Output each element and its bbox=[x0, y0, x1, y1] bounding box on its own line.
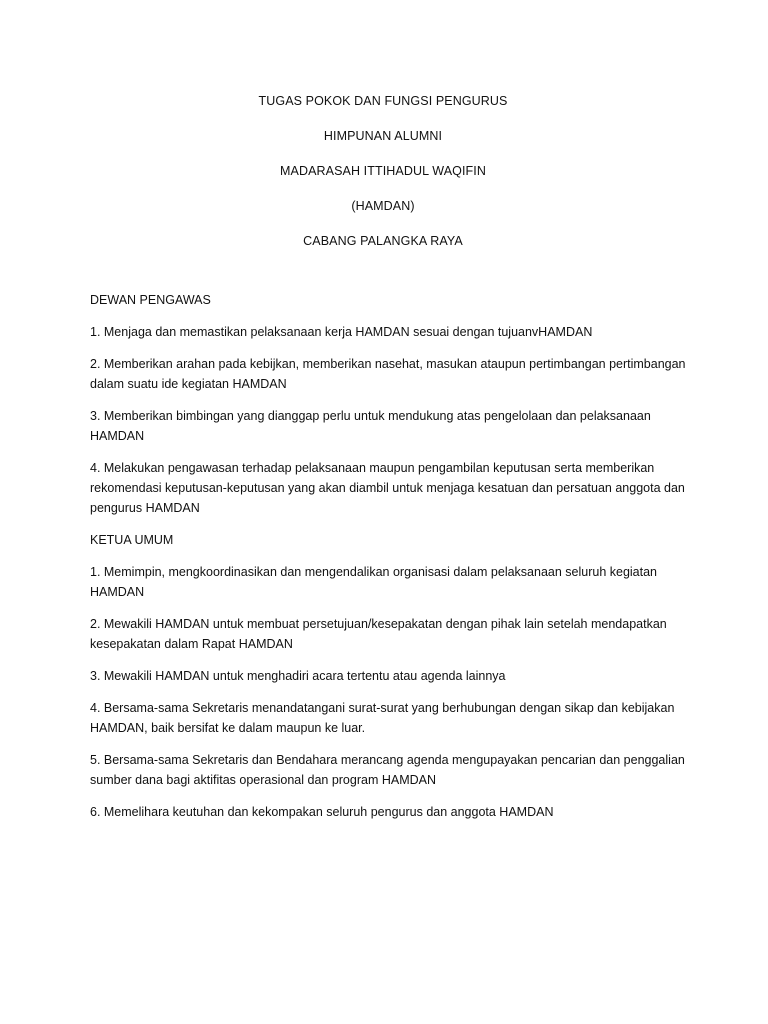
section-title-ketua-umum: KETUA UMUM bbox=[90, 533, 174, 547]
section-title-dewan-pengawas: DEWAN PENGAWAS bbox=[90, 293, 211, 307]
header-branch: CABANG PALANGKA RAYA bbox=[303, 234, 463, 248]
header-institution: MADARASAH ITTIHADUL WAQIFIN bbox=[280, 164, 486, 178]
header-organization: HIMPUNAN ALUMNI bbox=[323, 129, 443, 143]
list-item: 3. Mewakili HAMDAN untuk menghadiri acara tertentu atau agenda lainnya bbox=[90, 669, 506, 683]
list-item: 1. Menjaga dan memastikan pelaksanaan kerja HAMDAN sesuai dengan tujuanvHAMDAN bbox=[90, 325, 593, 339]
header-title: TUGAS POKOK DAN FUNGSI PENGURUS bbox=[258, 94, 508, 108]
document-header bbox=[0, 92, 768, 267]
list-item: 4. Melakukan pengawasan terhadap pelaksanaan maupun pengambilan keputusan serta memberikan rekomendasi keputusan-keputusan yang akan diambil untuk menjaga kesatuan dan persatuan anggota dan pengurus HAMDAN bbox=[90, 461, 685, 515]
list-item: 2. Mewakili HAMDAN untuk membuat persetujuan/kesepakatan dengan pihak lain setelah mendapatkan kesepakatan dalam Rapat HAMDAN bbox=[90, 617, 667, 651]
list-item: 4. Bersama-sama Sekretaris menandatangani surat-surat yang berhubungan dengan sikap dan kebijakan HAMDAN, baik bersifat ke dalam maupun ke luar. bbox=[90, 701, 675, 735]
list-item: 2. Memberikan arahan pada kebijkan, memberikan nasehat, masukan ataupun pertimbangan pertimbangan dalam suatu ide kegiatan HAMDAN bbox=[90, 357, 686, 391]
list-item: 5. Bersama-sama Sekretaris dan Bendahara merancang agenda mengupayakan pencarian dan penggalian sumber dana bagi aktifitas operasional dan program HAMDAN bbox=[90, 753, 685, 787]
list-item: 1. Memimpin, mengkoordinasikan dan mengendalikan organisasi dalam pelaksanaan seluruh kegiatan HAMDAN bbox=[90, 565, 658, 599]
list-item: 6. Memelihara keutuhan dan kekompakan seluruh pengurus dan anggota HAMDAN bbox=[90, 805, 554, 819]
header-abbreviation: (HAMDAN) bbox=[351, 199, 415, 213]
document-body bbox=[90, 290, 690, 822]
list-item: 3. Memberikan bimbingan yang dianggap perlu untuk mendukung atas pengelolaan dan pelaksanaan HAMDAN bbox=[90, 409, 651, 443]
